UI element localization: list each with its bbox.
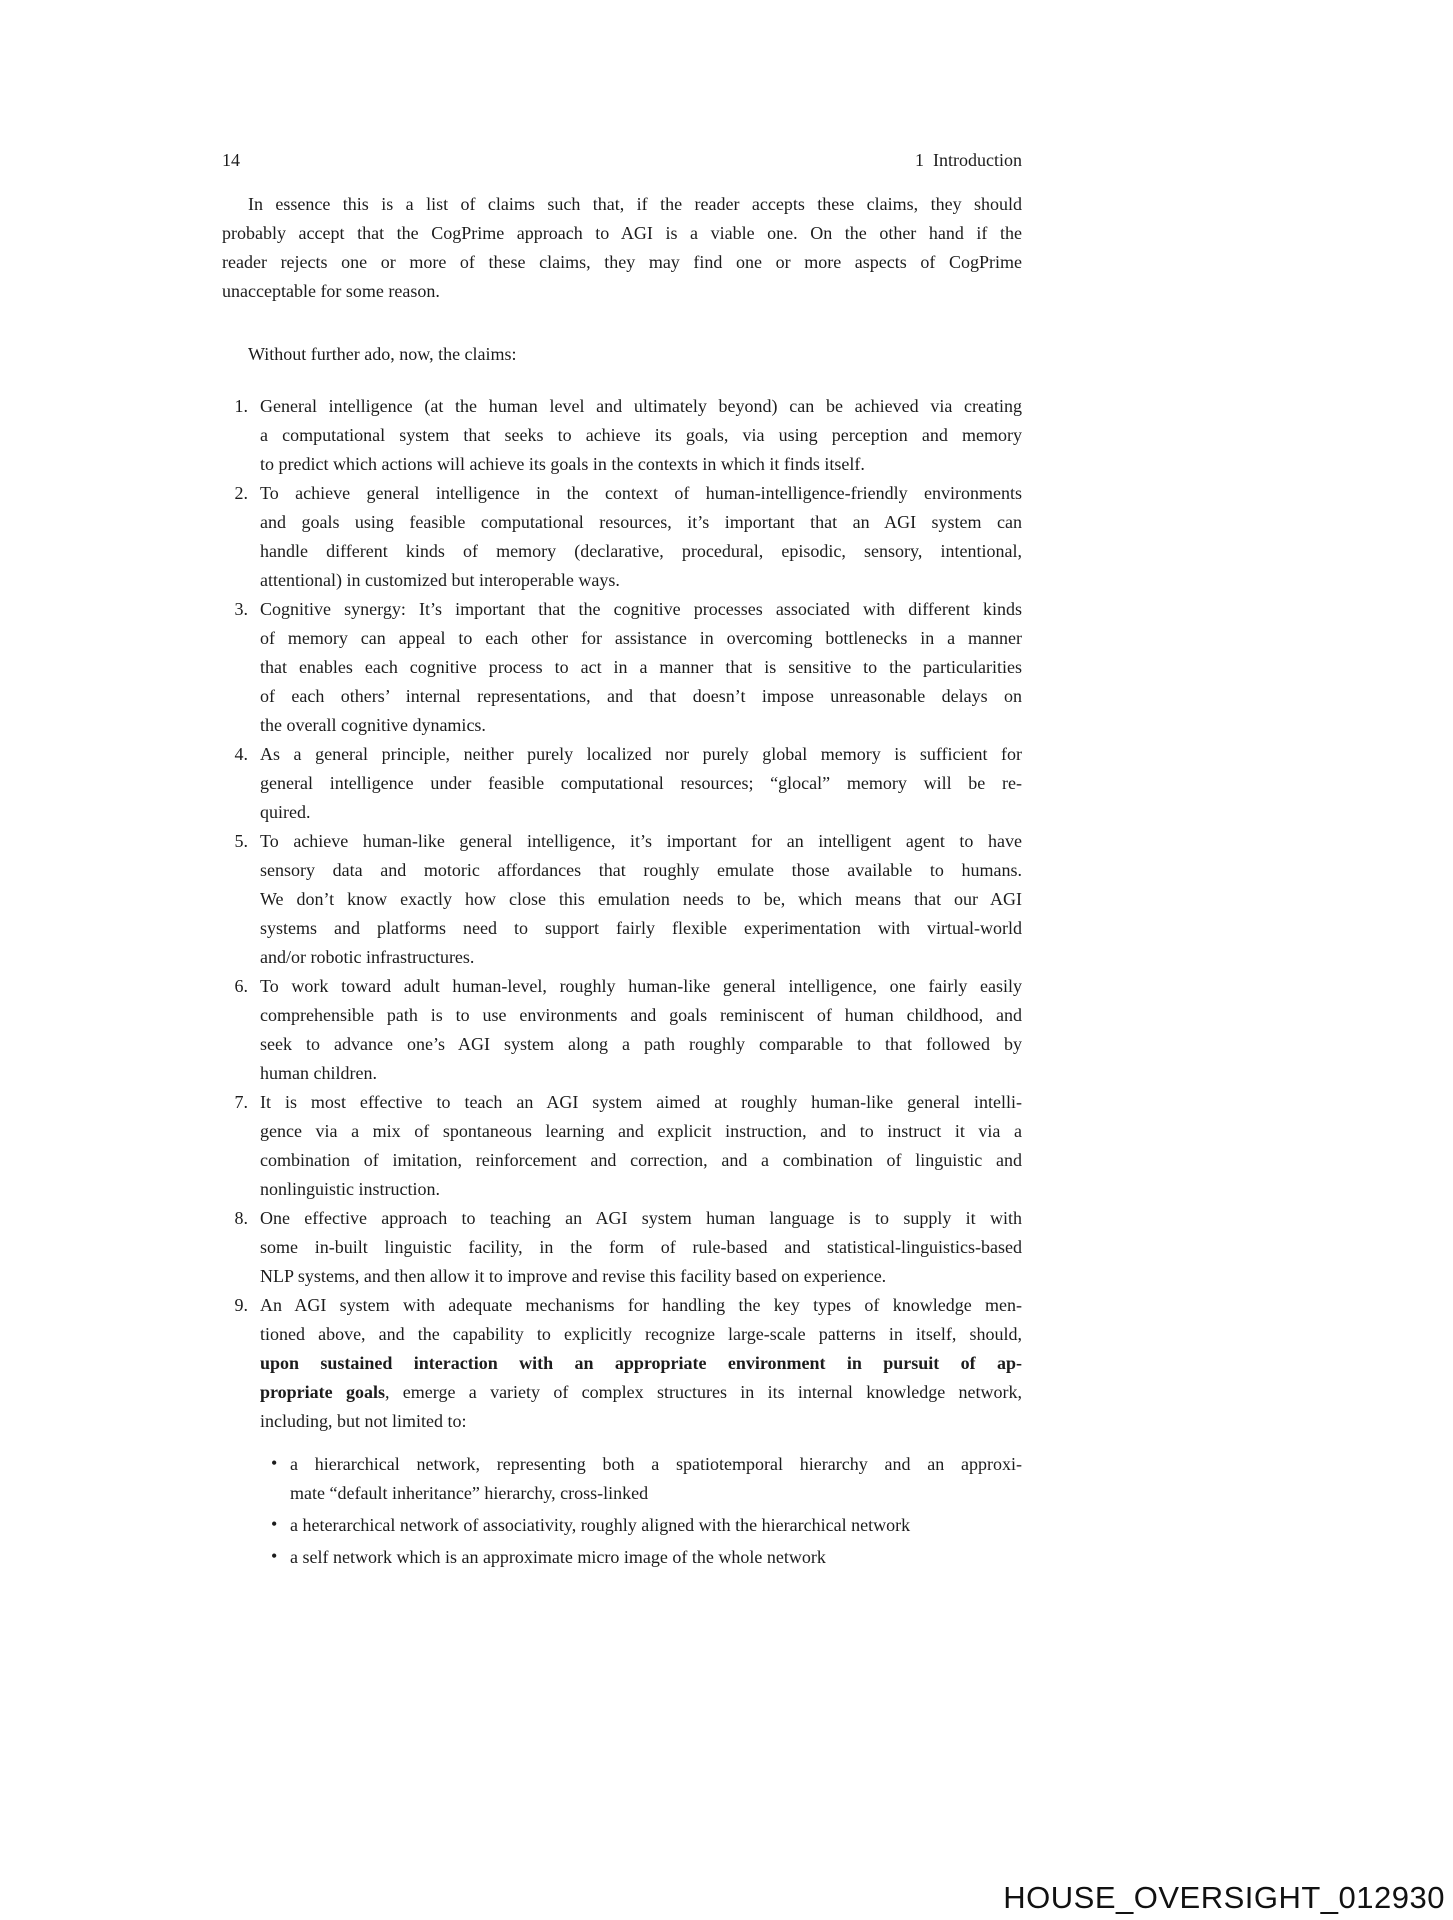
text-line: tioned above, and the capability to explicitly recognize large-scale patterns in itself, should, <box>260 1324 1022 1344</box>
bold-text: upon sustained interaction with an appropriate environment in pursuit of ap- <box>260 1353 1022 1373</box>
text-line: of memory can appeal to each other for assistance in overcoming bottlenecks in a manner <box>260 628 1022 648</box>
text-line: To achieve human-like general intelligence, it’s important for an intelligent agent to have <box>260 831 1022 851</box>
text-line: and goals using feasible computational resources, it’s important that an AGI system can <box>260 512 1022 532</box>
claim-number: 2. <box>234 483 248 503</box>
bates-stamp: HOUSE_OVERSIGHT_012930 <box>1003 1880 1445 1915</box>
bullet-icon: • <box>271 1453 278 1473</box>
bullet-item <box>271 1511 1022 1540</box>
claim-number: 9. <box>234 1295 248 1315</box>
claim-item <box>222 740 1022 827</box>
text-line: general intelligence under feasible computational resources; “glocal” memory will be re- <box>260 773 1022 793</box>
claim-item <box>222 1088 1022 1204</box>
text-line: a self network which is an approximate micro image of the whole network <box>290 1547 826 1567</box>
claim-item <box>222 1291 1022 1572</box>
text-line: attentional) in customized but interoperable ways. <box>260 570 620 590</box>
bold-text: propriate goals <box>260 1382 385 1402</box>
text-line: seek to advance one’s AGI system along a path roughly comparable to that followed by <box>260 1034 1022 1054</box>
text-line: reader rejects one or more of these claims, they may find one or more aspects of CogPrime <box>222 252 1022 272</box>
sub-bullet-list <box>260 1450 1022 1572</box>
text-line: In essence this is a list of claims such that, if the reader accepts these claims, they should <box>248 194 1022 214</box>
claim-item <box>222 1204 1022 1291</box>
text-line: Without further ado, now, the claims: <box>248 344 517 364</box>
para-ado <box>222 340 1022 369</box>
text-line: including, but not limited to: <box>260 1411 467 1431</box>
text-line: handle different kinds of memory (declarative, procedural, episodic, sensory, intentional, <box>260 541 1022 561</box>
bullet-item <box>271 1450 1022 1508</box>
text-line: of each others’ internal representations, and that doesn’t impose unreasonable delays on <box>260 686 1022 706</box>
text-line: sensory data and motoric affordances that roughly emulate those available to humans. <box>260 860 1022 880</box>
text-line: As a general principle, neither purely localized nor purely global memory is sufficient for <box>260 744 1022 764</box>
text-line: the overall cognitive dynamics. <box>260 715 486 735</box>
claim-number: 1. <box>234 396 248 416</box>
intro-paragraphs <box>222 190 1022 369</box>
text-line: propriate goals, emerge a variety of complex structures in its internal knowledge network, <box>260 1382 1022 1402</box>
claim-number: 4. <box>234 744 248 764</box>
text-line: We don’t know exactly how close this emulation needs to be, which means that our AGI <box>260 889 1022 909</box>
text-line: To work toward adult human-level, roughly human-like general intelligence, one fairly easily <box>260 976 1022 996</box>
text-line: NLP systems, and then allow it to improve and revise this facility based on experience. <box>260 1266 887 1286</box>
bullet-icon: • <box>271 1546 278 1566</box>
para-intro <box>222 190 1022 306</box>
text-line: systems and platforms need to support fairly flexible experimentation with virtual-world <box>260 918 1022 938</box>
text-line: It is most effective to teach an AGI system aimed at roughly human-like general intelli- <box>260 1092 1022 1112</box>
text-line: that enables each cognitive process to act in a manner that is sensitive to the particularities <box>260 657 1022 677</box>
text-line: comprehensible path is to use environments and goals reminiscent of human childhood, and <box>260 1005 1022 1025</box>
text-line: probably accept that the CogPrime approach to AGI is a viable one. On the other hand if the <box>222 223 1022 243</box>
text-line: a heterarchical network of associativity, roughly aligned with the hierarchical network <box>290 1515 911 1535</box>
text-line: combination of imitation, reinforcement and correction, and a combination of linguistic and <box>260 1150 1022 1170</box>
text-line: a computational system that seeks to achieve its goals, via using perception and memory <box>260 425 1022 445</box>
claim-item <box>222 972 1022 1088</box>
claim-number: 3. <box>234 599 248 619</box>
page-header <box>222 146 1022 175</box>
claim-number: 6. <box>234 976 248 996</box>
text-line <box>260 1349 1022 1378</box>
claims-list <box>222 392 1022 1572</box>
claim-number: 8. <box>234 1208 248 1228</box>
text-line: To achieve general intelligence in the context of human-intelligence-friendly environments <box>260 483 1022 503</box>
text-line: quired. <box>260 802 311 822</box>
text-line: One effective approach to teaching an AGI system human language is to supply it with <box>260 1208 1022 1228</box>
text-line: Cognitive synergy: It’s important that the cognitive processes associated with different kinds <box>260 599 1022 619</box>
claim-item <box>222 479 1022 595</box>
text-line: General intelligence (at the human level and ultimately beyond) can be achieved via creating <box>260 396 1022 416</box>
text-line: mate “default inheritance” hierarchy, cross-linked <box>290 1483 649 1503</box>
text-line: and/or robotic infrastructures. <box>260 947 475 967</box>
bullet-icon: • <box>271 1514 278 1534</box>
text-line: An AGI system with adequate mechanisms for handling the key types of knowledge men- <box>260 1295 1022 1315</box>
running-chapter-title: 1 Introduction <box>915 150 1022 170</box>
text-line: human children. <box>260 1063 377 1083</box>
claim-item <box>222 827 1022 972</box>
claim-item <box>222 392 1022 479</box>
text-line: to predict which actions will achieve its goals in the contexts in which it finds itself. <box>260 454 865 474</box>
page-content <box>222 146 1022 1575</box>
bullet-item <box>271 1543 1022 1572</box>
claim-number: 5. <box>234 831 248 851</box>
text-line: unacceptable for some reason. <box>222 281 440 301</box>
text-line: nonlinguistic instruction. <box>260 1179 440 1199</box>
claim-item <box>222 595 1022 740</box>
claim-number: 7. <box>234 1092 248 1112</box>
text-line: gence via a mix of spontaneous learning and explicit instruction, and to instruct it via a <box>260 1121 1022 1141</box>
page-number: 14 <box>222 150 240 170</box>
text-line: some in-built linguistic facility, in the form of rule-based and statistical-linguistics-based <box>260 1237 1022 1257</box>
text-line: a hierarchical network, representing both a spatiotemporal hierarchy and an approxi- <box>290 1454 1022 1474</box>
